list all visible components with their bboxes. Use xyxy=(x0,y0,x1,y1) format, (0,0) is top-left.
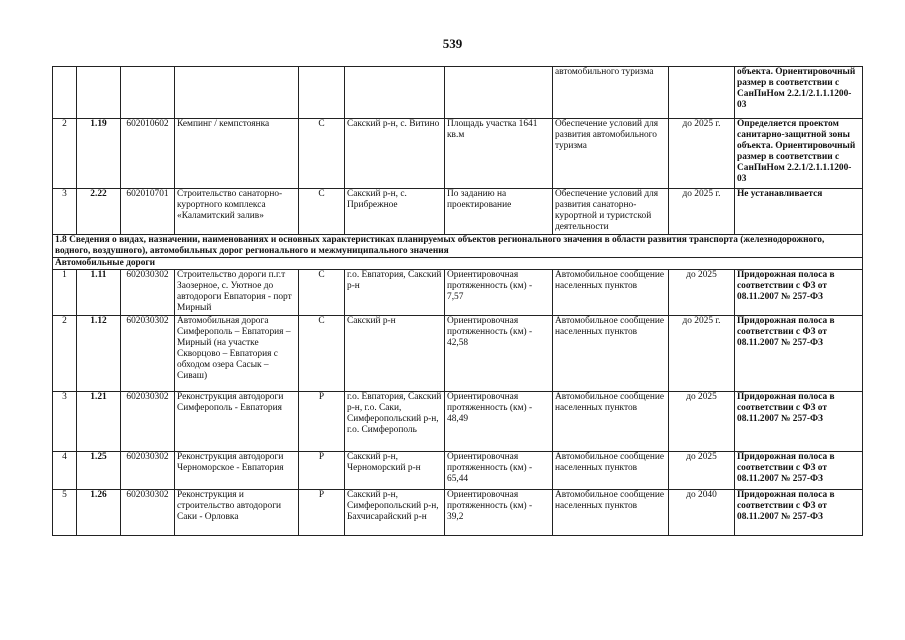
cell-number: 2 xyxy=(53,316,77,392)
cell-location: Сакский р-н, с. Прибрежное xyxy=(345,189,445,235)
cell-index xyxy=(77,67,121,119)
cell-term xyxy=(669,67,735,119)
cell-zone: объекта. Ориентировочный размер в соответствии с СанПиНом 2.2.1/2.1.1.1200-03 xyxy=(735,67,863,119)
cell-code: 602010602 xyxy=(121,119,175,189)
cell-location: Сакский р-н, Симферопольский р-н, Бахчисарайский р-н xyxy=(345,490,445,536)
planned-objects-table xyxy=(52,66,863,536)
cell-index: 1.21 xyxy=(77,392,121,452)
cell-code: 602030302 xyxy=(121,490,175,536)
cell-number: 3 xyxy=(53,392,77,452)
cell-characteristics: Ориентировочная протяженность (км) - 48,49 xyxy=(445,392,553,452)
cell-index: 1.11 xyxy=(77,270,121,316)
table-row xyxy=(53,270,863,316)
cell-location: Сакский р-н, с. Витино xyxy=(345,119,445,189)
section-heading: 1.8 Сведения о видах, назначении, наименованиях и основных характеристиках планируемых объектов регионального значения в области развития транспорта (железнодорожного, водного, воздушного), автомобильных дорог регионального и межмуниципального значения xyxy=(53,235,863,258)
table-row xyxy=(53,67,863,119)
cell-characteristics: Ориентировочная протяженность (км) - 39,2 xyxy=(445,490,553,536)
cell-code: 602030302 xyxy=(121,270,175,316)
cell-code: 602030302 xyxy=(121,392,175,452)
table-row xyxy=(53,392,863,452)
cell-code: 602030302 xyxy=(121,316,175,392)
cell-name: Реконструкция и строительство автодороги Саки - Орловка xyxy=(175,490,299,536)
cell-zone: Придорожная полоса в соответствии с ФЗ от 08.11.2007 № 257-ФЗ xyxy=(735,270,863,316)
cell-characteristics: Ориентировочная протяженность (км) - 65,44 xyxy=(445,452,553,490)
cell-number: 1 xyxy=(53,270,77,316)
cell-name: Кемпинг / кемпстоянка xyxy=(175,119,299,189)
cell-purpose: Автомобильное сообщение населенных пунктов xyxy=(553,316,669,392)
cell-name: Автомобильная дорога Симферополь – Евпатория – Мирный (на участке Скворцово – Евпатория с обходом озера Сасык – Сиваш) xyxy=(175,316,299,392)
table-row xyxy=(53,119,863,189)
cell-term: до 2025 г. xyxy=(669,189,735,235)
cell-characteristics: По заданию на проектирование xyxy=(445,189,553,235)
cell-characteristics: Ориентировочная протяженность (км) - 42,58 xyxy=(445,316,553,392)
cell-index: 1.12 xyxy=(77,316,121,392)
cell-index: 1.19 xyxy=(77,119,121,189)
cell-status: Р xyxy=(299,452,345,490)
cell-location: г.о. Евпатория, Сакский р-н xyxy=(345,270,445,316)
cell-zone: Определяется проектом санитарно-защитной зоны объекта. Ориентировочный размер в соответствии с СанПиНом 2.2.1/2.1.1.1200-03 xyxy=(735,119,863,189)
cell-location: Сакский р-н, Черноморский р-н xyxy=(345,452,445,490)
cell-location: Сакский р-н xyxy=(345,316,445,392)
cell-zone: Не устанавливается xyxy=(735,189,863,235)
cell-number: 2 xyxy=(53,119,77,189)
cell-location xyxy=(345,67,445,119)
cell-name: Реконструкция автодороги Симферополь - Евпатория xyxy=(175,392,299,452)
cell-purpose: Автомобильное сообщение населенных пунктов xyxy=(553,490,669,536)
cell-name: Реконструкция автодороги Черноморское - Евпатория xyxy=(175,452,299,490)
cell-purpose: Автомобильное сообщение населенных пунктов xyxy=(553,452,669,490)
page-number: 539 xyxy=(442,36,463,51)
cell-status: С xyxy=(299,119,345,189)
cell-purpose: Автомобильное сообщение населенных пунктов xyxy=(553,270,669,316)
cell-status: Р xyxy=(299,490,345,536)
table-row xyxy=(53,316,863,392)
cell-index: 1.26 xyxy=(77,490,121,536)
cell-number: 3 xyxy=(53,189,77,235)
cell-status: С xyxy=(299,316,345,392)
cell-term: до 2025 xyxy=(669,270,735,316)
cell-characteristics: Ориентировочная протяженность (км) - 7,57 xyxy=(445,270,553,316)
cell-number: 4 xyxy=(53,452,77,490)
cell-purpose: Обеспечение условий для развития санаторно-курортной и туристской деятельности xyxy=(553,189,669,235)
cell-status: Р xyxy=(299,392,345,452)
table-row xyxy=(53,189,863,235)
cell-zone: Придорожная полоса в соответствии с ФЗ от 08.11.2007 № 257-ФЗ xyxy=(735,392,863,452)
cell-status: С xyxy=(299,189,345,235)
cell-term: до 2025 xyxy=(669,452,735,490)
cell-term: до 2025 xyxy=(669,392,735,452)
cell-number: 5 xyxy=(53,490,77,536)
cell-zone: Придорожная полоса в соответствии с ФЗ от 08.11.2007 № 257-ФЗ xyxy=(735,452,863,490)
cell-purpose: автомобильного туризма xyxy=(553,67,669,119)
cell-term: до 2040 xyxy=(669,490,735,536)
section-row xyxy=(53,235,863,258)
table-row xyxy=(53,452,863,490)
subsection-heading: Автомобильные дороги xyxy=(53,258,863,270)
cell-name: Строительство санаторно-курортного комплекса «Каламитский залив» xyxy=(175,189,299,235)
cell-index: 2.22 xyxy=(77,189,121,235)
table-row xyxy=(53,490,863,536)
cell-characteristics xyxy=(445,67,553,119)
cell-status xyxy=(299,67,345,119)
cell-zone: Придорожная полоса в соответствии с ФЗ от 08.11.2007 № 257-ФЗ xyxy=(735,316,863,392)
cell-code: 602010701 xyxy=(121,189,175,235)
subsection-row xyxy=(53,258,863,270)
cell-status: С xyxy=(299,270,345,316)
cell-code xyxy=(121,67,175,119)
cell-characteristics: Площадь участка 1641 кв.м xyxy=(445,119,553,189)
cell-term: до 2025 г. xyxy=(669,316,735,392)
cell-purpose: Автомобильное сообщение населенных пунктов xyxy=(553,392,669,452)
cell-name xyxy=(175,67,299,119)
cell-code: 602030302 xyxy=(121,452,175,490)
cell-purpose: Обеспечение условий для развития автомобильного туризма xyxy=(553,119,669,189)
cell-term: до 2025 г. xyxy=(669,119,735,189)
cell-name: Строительство дороги п.г.т Заозерное, с. Уютное до автодороги Евпатория - порт Мирный xyxy=(175,270,299,316)
cell-index: 1.25 xyxy=(77,452,121,490)
cell-zone: Придорожная полоса в соответствии с ФЗ от 08.11.2007 № 257-ФЗ xyxy=(735,490,863,536)
cell-number xyxy=(53,67,77,119)
cell-location: г.о. Евпатория, Сакский р-н, г.о. Саки, Симферопольский р-н, г.о. Симферополь xyxy=(345,392,445,452)
